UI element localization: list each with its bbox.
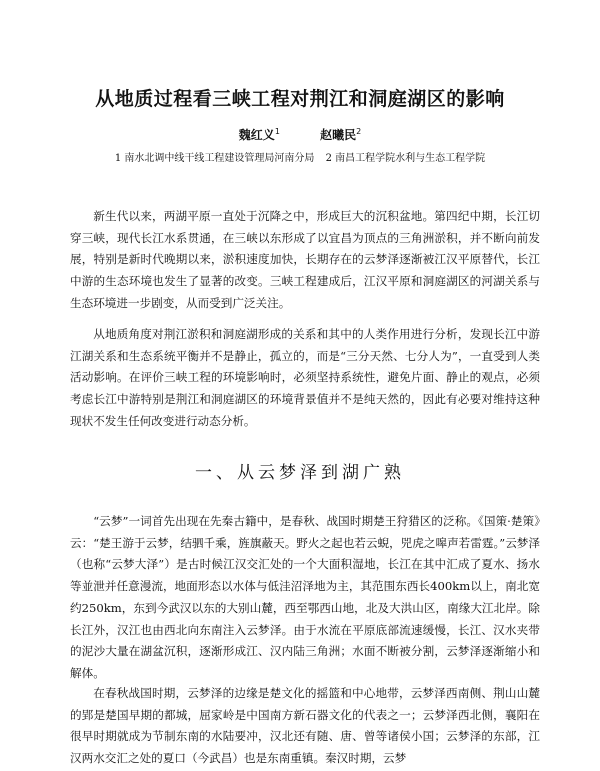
affiliation-line (0, 149, 600, 164)
author-1: 魏红义$^1$ (238, 127, 280, 142)
intro-paragraph-1: 新生代以来，两湖平原一直处于沉降之中，形成巨大的沉积盆地。第四纪中期，长江切穿三峡，现代长江水系贯通，在三峡以东形成了以宜昌为顶点的三角洲淤积，并不断向前发展，特别是新时代晚期以来，淤积速度加快，长期存在的云梦泽逐渐被江汉平原替代，长江中游的生态环境也发生了显著的改变。三峡工程建成后，江汉平原和洞庭湖区的河湖关系与生态环境进一步剧变，从而受到广泛关注。 (70, 209, 540, 310)
section-paragraph-1: “云梦”一词首先出现在先秦古籍中，是春秋、战国时期楚王狩猎区的泛称。《国策·楚策》云：“楚王游于云梦，结驷千乘，旌旗蔽天。野火之起也若云蜺，兕虎之嗥声若雷霆。”云梦泽（也称“云梦大泽”）是古时候江汉交汇处的一个大面积湿地，长江在其中汇成了夏水、扬水等並泄并任意漫流，地面形态以水体与低洼沼泽地为主，其范围东西长400km以上，南北宽约250km，东到今武汉以东的大别山麓，西至鄂西山地，北及大洪山区，南缘大江北岸。除长江外，汉江也由西北向东南注入云梦泽。由于水流在平原底部流速缓慢，长江、汉水夹带的泥沙大量在湖盆沉积，逐渐形成江、汉内陆三角洲；水面不断被分割，云梦泽逐渐缩小和解体。 (70, 514, 540, 680)
affiliation-2: 2 南昌工程学院水利与生态工程学院 (325, 153, 486, 164)
section-heading: 一、从云梦泽到湖广熟 (195, 463, 405, 483)
intro-paragraph-2: 从地质角度对荆江淤积和洞庭湖形成的关系和其中的人类作用进行分析，发现长江中游江湖关系和生态系统平衡并不是静止，孤立的，而是“三分天然、七分人为”，一直受到人类活动影响。在评价三峡工程的环境影响时，必须坚持系统性，避免片面、静止的观点，必须考虑长江中游特别是荆江和洞庭湖区的环境背景值并不是纯天然的，因此有必要对维持这种现状不发生任何改变进行动态分析。 (70, 327, 540, 428)
author-line (0, 126, 600, 143)
paper-title: 从地质过程看三峡工程对荆江和洞庭湖区的影响 (95, 88, 505, 110)
affiliation-1: 1 南水北调中线干线工程建设管理局河南分局 (114, 153, 315, 164)
section-paragraph-2: 在春秋战国时期，云梦泽的边缘是楚文化的摇篮和中心地带，云梦泽西南侧、荆山山麓的郢是楚国早期的都城，屈家岭是中国南方新石器文化的代表之一；云梦泽西北侧，襄阳在很早时期就成为节制东南的水陆要冲，汉北还有随、唐、曾等诸侯小国；云梦泽的东部，江汉两水交汇之处的夏口（今武昌）也是东南重镇。秦汉时期，云梦 (70, 686, 540, 766)
author-2: 赵曦民$^2$ (320, 127, 362, 142)
